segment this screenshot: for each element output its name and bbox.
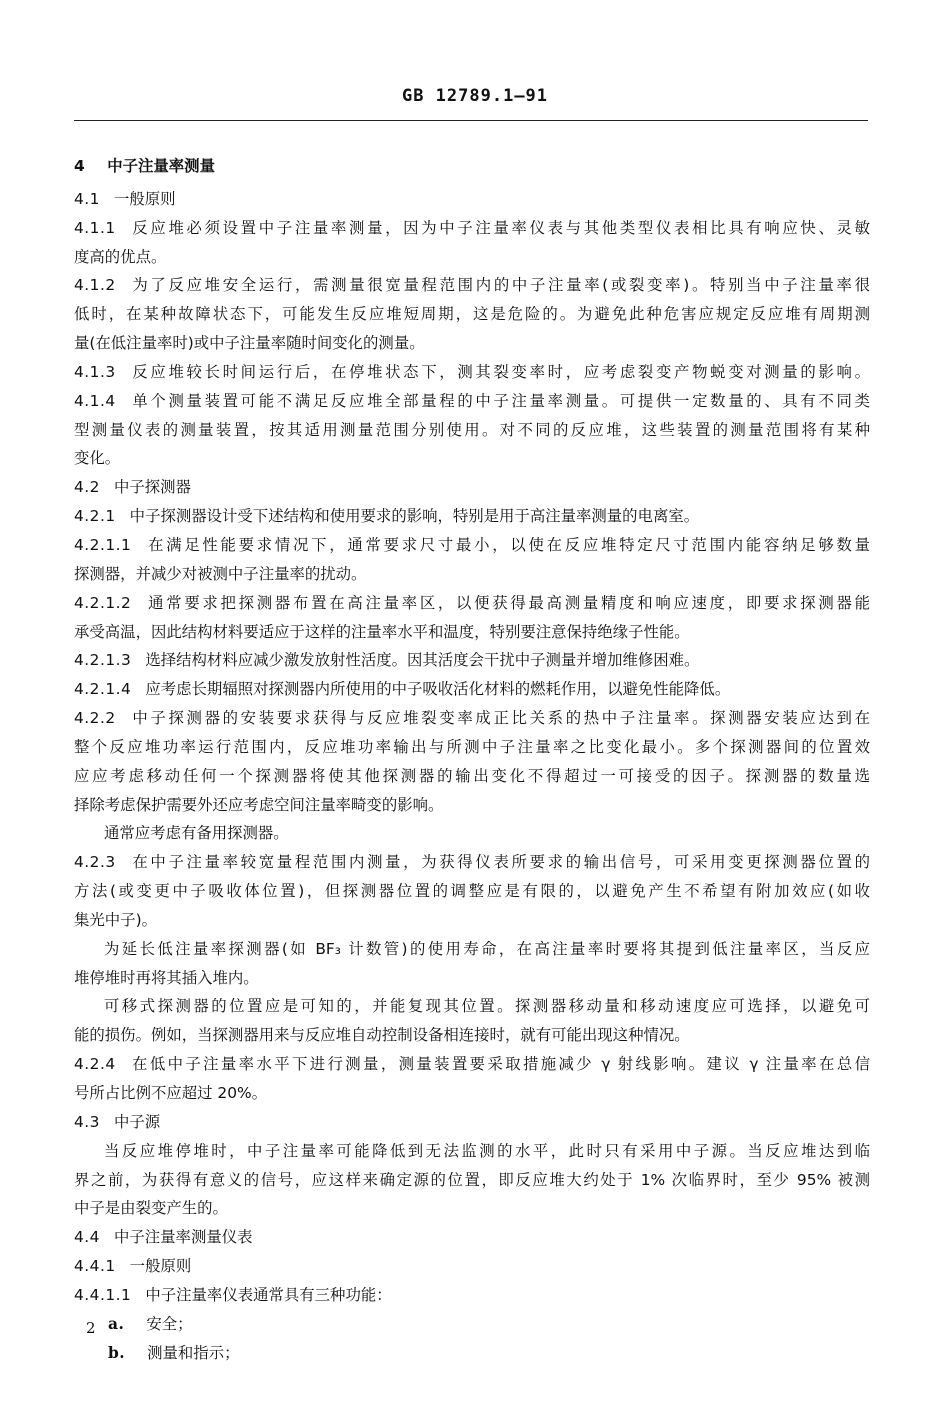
- section-4-4-heading: 4.4 中子注量率测量仪表: [74, 1228, 253, 1247]
- section-4-1-1-line: 4.1.1 反应堆必须设置中子注量率测量，因为中子注量率仪表与其他类型仪表相比具有响应快、灵敏: [74, 218, 870, 237]
- section-4-heading: 4 中子注量率测量: [74, 157, 215, 175]
- section-4-2-1-3-line: 4.2.1.3 选择结构材料应减少激发放射性活度。因其活度会干扰中子测量并增加维修困难。: [74, 651, 700, 670]
- section-4-4-1-heading: 4.4.1 一般原则: [74, 1257, 192, 1276]
- section-4-2-2-line: 4.2.2 中子探测器的安装要求获得与反应堆裂变率成正比关系的热中子注量率。探测器安装应达到在: [74, 709, 870, 728]
- page-number: 2: [86, 1319, 96, 1337]
- section-4-1-1-line: 度高的优点。: [74, 247, 167, 266]
- list-item: a. 安全；: [108, 1314, 193, 1333]
- header-rule: [74, 120, 868, 121]
- section-4-3-line: 中子是由裂变产生的。: [74, 1199, 228, 1218]
- section-4-2-3-line: 4.2.3 在中子注量率较宽量程范围内测量，为获得仪表所要求的输出信号，可采用变更探测器位置的: [74, 853, 870, 872]
- section-4-3-heading: 4.3 中子源: [74, 1112, 161, 1131]
- section-4-2-2-line: 择除考虑保护需要外还应考虑空间注量率畸变的影响。: [74, 795, 444, 814]
- section-4-1-2-line: 4.1.2 为了反应堆安全运行，需测量很宽量程范围内的中子注量率(或裂变率)。特别当中子注量率很: [74, 276, 870, 295]
- section-4-2-heading: 4.2 中子探测器: [74, 478, 191, 497]
- section-4-2-2-line: 整个反应堆功率运行范围内，反应堆功率输出与所测中子注量率之比变化最小。多个探测器间的位置效: [74, 737, 870, 756]
- section-4-2-4-line: 号所占比例不应超过 20%。: [74, 1084, 268, 1102]
- section-4-2-2-line: 应应考虑移动任何一个探测器将使其他探测器的输出变化不得超过一可接受的因子。探测器的数量选: [74, 766, 870, 785]
- section-4-2-1-2-line: 承受高温，因此结构材料要适应于这样的注量率水平和温度，特别要注意保持绝缘子性能。: [74, 622, 690, 641]
- section-4-2-4-line: 4.2.4 在低中子注量率水平下进行测量，测量装置要采取措施减少 γ 射线影响。建议 γ 注量率在总信: [74, 1055, 870, 1074]
- section-4-1-2-line: 低时，在某种故障状态下，可能发生反应堆短周期，这是危险的。为避免此种危害应规定反应堆有周期测: [74, 305, 870, 324]
- section-4-2-2-paragraph: 通常应考虑有备用探测器。: [104, 824, 289, 843]
- section-4-2-1-line: 4.2.1 中子探测器设计受下述结构和使用要求的影响，特别是用于高注量率测量的电离室。: [74, 507, 700, 526]
- section-4-1-4-line: 型测量仪表的测量装置，按其适用测量范围分别使用。对不同的反应堆，这些装置的测量范围将有某种: [74, 420, 870, 439]
- section-4-3-line: 当反应堆停堆时，中子注量率可能降低到无法监测的水平，此时只有采用中子源。当反应堆达到临: [104, 1141, 870, 1160]
- section-4-2-3-paragraph: 堆停堆时再将其插入堆内。: [74, 968, 259, 987]
- section-4-4-1-1-line: 4.4.1.1 中子注量率仪表通常具有三种功能：: [74, 1285, 392, 1304]
- section-4-2-1-4-line: 4.2.1.4 应考虑长期辐照对探测器内所使用的中子吸收活化材料的燃耗作用，以避免性能降低。: [74, 680, 731, 699]
- section-4-1-4-line: 变化。: [74, 449, 121, 468]
- section-4-1-4-line: 4.1.4 单个测量装置可能不满足反应堆全部量程的中子注量率测量。可提供一定数量的、具有不同类: [74, 391, 870, 410]
- section-4-2-3-paragraph: 能的损伤。例如，当探测器用来与反应堆自动控制设备相连接时，就有可能出现这种情况。: [74, 1026, 690, 1045]
- document-body: [74, 152, 870, 1367]
- section-4-2-3-paragraph: 可移式探测器的位置应是可知的，并能复现其位置。探测器移动量和移动速度应可选择，以避免可: [104, 997, 870, 1016]
- section-4-2-3-line: 集光中子)。: [74, 910, 157, 929]
- section-4-2-1-2-line: 4.2.1.2 通常要求把探测器布置在高注量率区，以便获得最高测量精度和响应速度，即要求探测器能: [74, 593, 870, 612]
- section-4-2-3-line: 方法(或变更中子吸收体位置)，但探测器位置的调整应是有限的，以避免产生不希望有附加效应(如收: [74, 882, 870, 901]
- section-4-2-1-1-line: 探测器，并减少对被测中子注量率的扰动。: [74, 564, 367, 583]
- list-item: b. 测量和指示；: [108, 1343, 240, 1362]
- section-4-2-3-paragraph: 为延长低注量率探测器(如 BF₃ 计数管)的使用寿命，在高注量率时要将其提到低注量率区，当反应: [104, 939, 870, 958]
- section-4-1-2-line: 量(在低注量率时)或中子注量率随时间变化的测量。: [74, 334, 425, 353]
- section-4-2-1-1-line: 4.2.1.1 在满足性能要求情况下，通常要求尺寸最小，以使在反应堆特定尺寸范围内能容纳足够数量: [74, 535, 870, 554]
- standard-header: GB 12789.1—91: [401, 86, 549, 106]
- section-4-1-3-line: 4.1.3 反应堆较长时间运行后，在停堆状态下，测其裂变率时，应考虑裂变产物蜕变对测量的影响。: [74, 362, 870, 381]
- section-4-1-heading: 4.1 一般原则: [74, 189, 176, 208]
- section-4-3-line: 界之前，为获得有意义的信号，应这样来确定源的位置，即反应堆大约处于 1% 次临界时，至少 95% 被测: [74, 1170, 870, 1189]
